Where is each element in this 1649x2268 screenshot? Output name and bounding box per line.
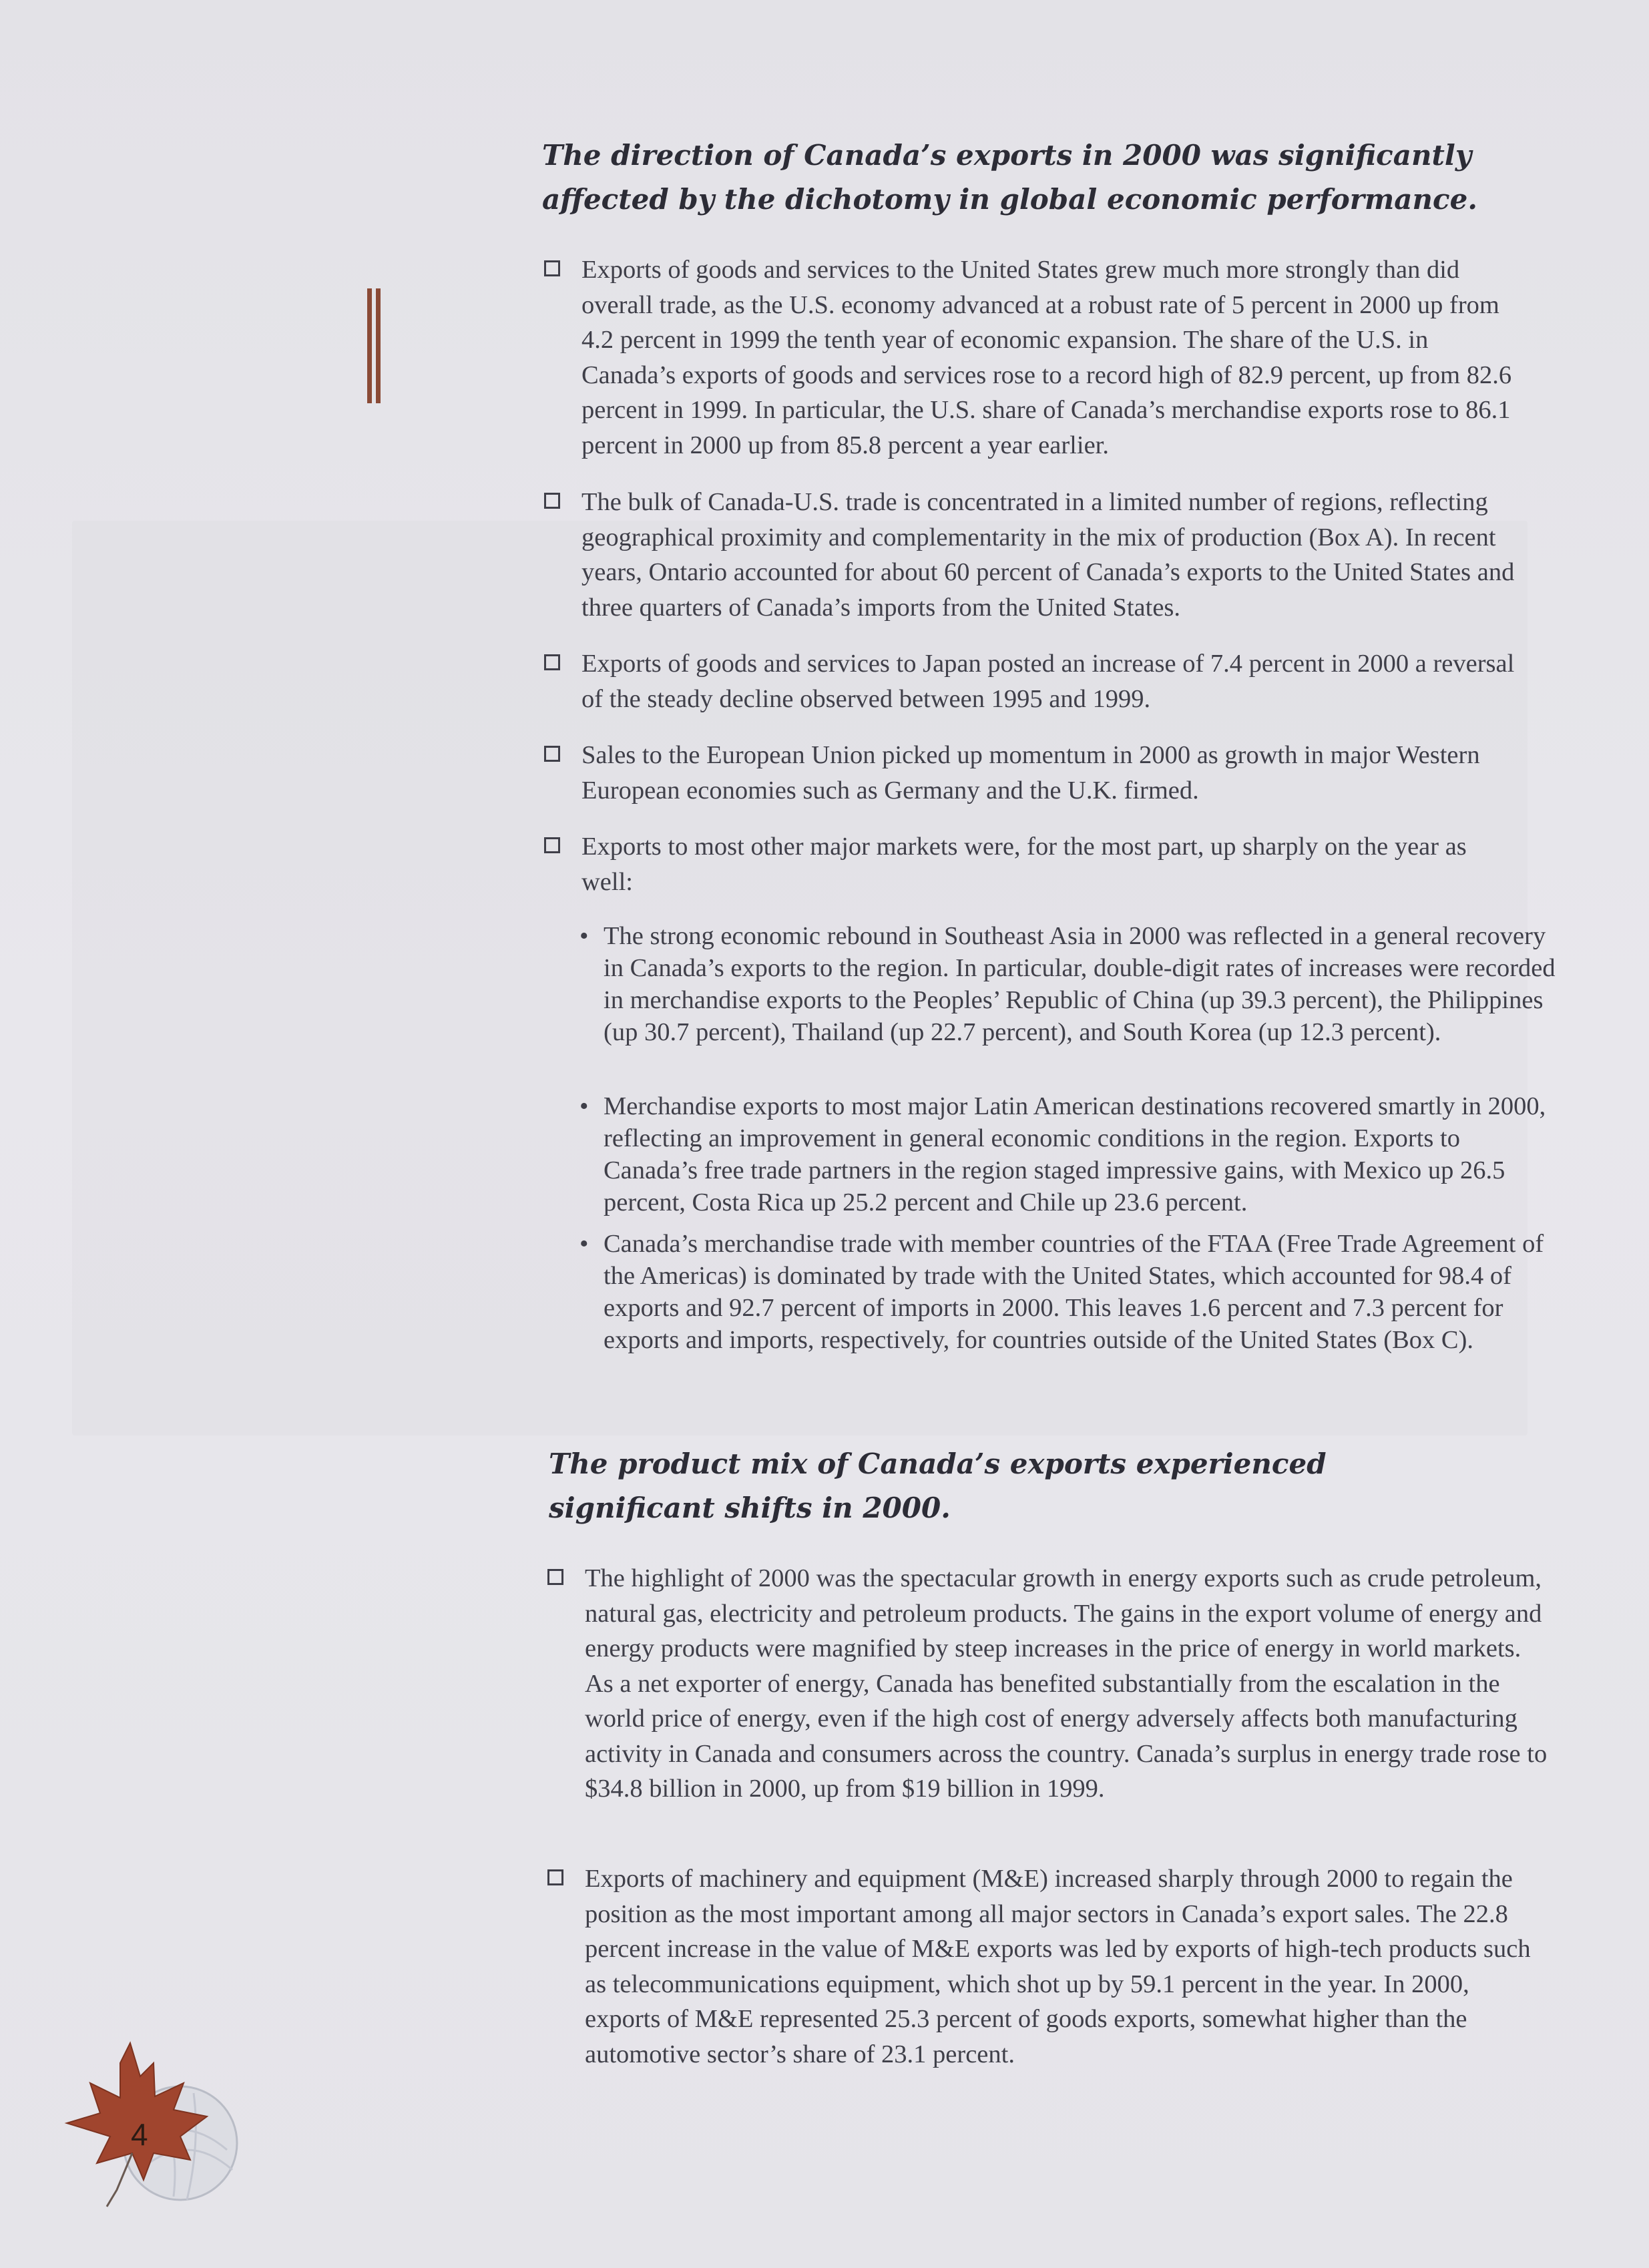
list-item [544,646,1519,716]
list-item-text: The bulk of Canada-U.S. trade is concentrated in a limited number of regions, reflecting geographical proximity and complementarity in the mix of production (Box A). In recent years, Ontario accounted for about 60 percent of Canada’s exports to the United States and three quarters of Canada’s imports from the United States. [581,488,1515,622]
checkbox-bullet-icon [544,837,560,853]
page-number: 4 [131,2117,148,2152]
list-item [547,1561,1549,1807]
sub-bullet-text: Canada’s merchandise trade with member countries of the FTAA (Free Trade Agreement of the Americas) is dominated by trade with the United States, which accounted for 98.4 of exports and 92.7 percent of imports in 2000. This leaves 1.6 percent and 7.3 percent for exports and imports, respectively, for countries outside of the United States (Box C). [604,1230,1544,1354]
checkbox-bullet-icon [544,654,560,670]
list-item-text: Exports of goods and services to the United States grew much more strongly than did overall trade, as the U.S. economy advanced at a robust rate of 5 percent in 2000 up from 4.2 percent in 1999 the tenth year of economic expansion. The share of the U.S. in Canada’s exports of goods and services rose to a record high of 82.9 percent, up from 82.6 percent in 1999. In particular, the U.S. share of Canada’s merchandise exports rose to 86.1 percent in 2000 up from 85.8 percent a year earlier. [581,256,1512,459]
checkbox-bullet-icon [547,1869,563,1885]
list-item-text: Sales to the European Union picked up momentum in 2000 as growth in major Western European economies such as Germany and the U.K. firmed. [581,741,1480,805]
list-item [544,252,1519,463]
accent-bar [376,288,381,403]
bullet-dot-icon: • [579,1092,589,1120]
list-item-text: Exports of machinery and equipment (M&E) increased sharply through 2000 to regain the position as the most important among all major sectors in Canada’s export sales. The 22.8 percent increase in the value of M&E exports was led by exports of high-tech products such as telecommunications equipment, which shot up by 59.1 percent in the year. In 2000, exports of M&E represented 25.3 percent of goods exports, somewhat higher than the automotive sector’s share of 23.1 percent. [585,1865,1531,2068]
list-item [544,485,1519,625]
sub-bullet-text: Merchandise exports to most major Latin American destinations recovered smartly in 2000, reflecting an improvement in general economic conditions in the region. Exports to Canada’s free trade partners in the region staged impressive gains, with Mexico up 26.5 percent, Costa Rica up 25.2 percent and Chile up 23.6 percent. [604,1092,1546,1216]
sub-bullet-item [579,1090,1556,1218]
list-item [547,1861,1549,2072]
accent-bar [367,288,372,403]
list-item-text: Exports to most other major markets were, for the most part, up sharply on the year as well: [581,833,1467,896]
section-heading-direction: The direction of Canada’s exports in 2000 was significantly affected by the dichotomy in global economic performance. [542,139,1477,216]
checkbox-bullet-icon [544,260,560,276]
checkbox-bullet-icon [544,493,560,509]
bullet-dot-icon: • [579,1230,589,1258]
maple-leaf-icon [53,2036,247,2210]
accent-bars [366,288,385,403]
sub-bullet-item [579,920,1556,1048]
sub-bullet-item [579,1228,1556,1356]
sub-bullet-text: The strong economic rebound in Southeast Asia in 2000 was reflected in a general recovery in Canada’s exports to the region. In particular, double-digit rates of increases were recorded in merchandise exports to the Peoples’ Republic of China (up 39.3 percent), the Philippines (up 30.7 percent), Thailand (up 22.7 percent), and South Korea (up 12.3 percent). [604,922,1556,1046]
checkbox-bullet-icon [544,746,560,762]
checkbox-bullet-icon [547,1569,563,1585]
list-item [544,829,1519,899]
bullet-dot-icon: • [579,922,589,950]
section-heading-product-mix: The product mix of Canada’s exports experienced significant shifts in 2000. [549,1447,1327,1524]
list-item [544,738,1519,808]
list-item-text: Exports of goods and services to Japan posted an increase of 7.4 percent in 2000 a reversal of the steady decline observed between 1995 and 1999. [581,650,1515,713]
list-item-text: The highlight of 2000 was the spectacular growth in energy exports such as crude petroleum, natural gas, electricity and petroleum products. The gains in the export volume of energy and energy products were magnified by steep increases in the price of energy in world markets. As a net exporter of energy, Canada has benefited substantially from the escalation in the world price of energy, even if the high cost of energy adversely affects both manufacturing activity in Canada and consumers across the country. Canada’s surplus in energy trade rose to $34.8 billion in 2000, up from $19 billion in 1999. [585,1564,1548,1803]
